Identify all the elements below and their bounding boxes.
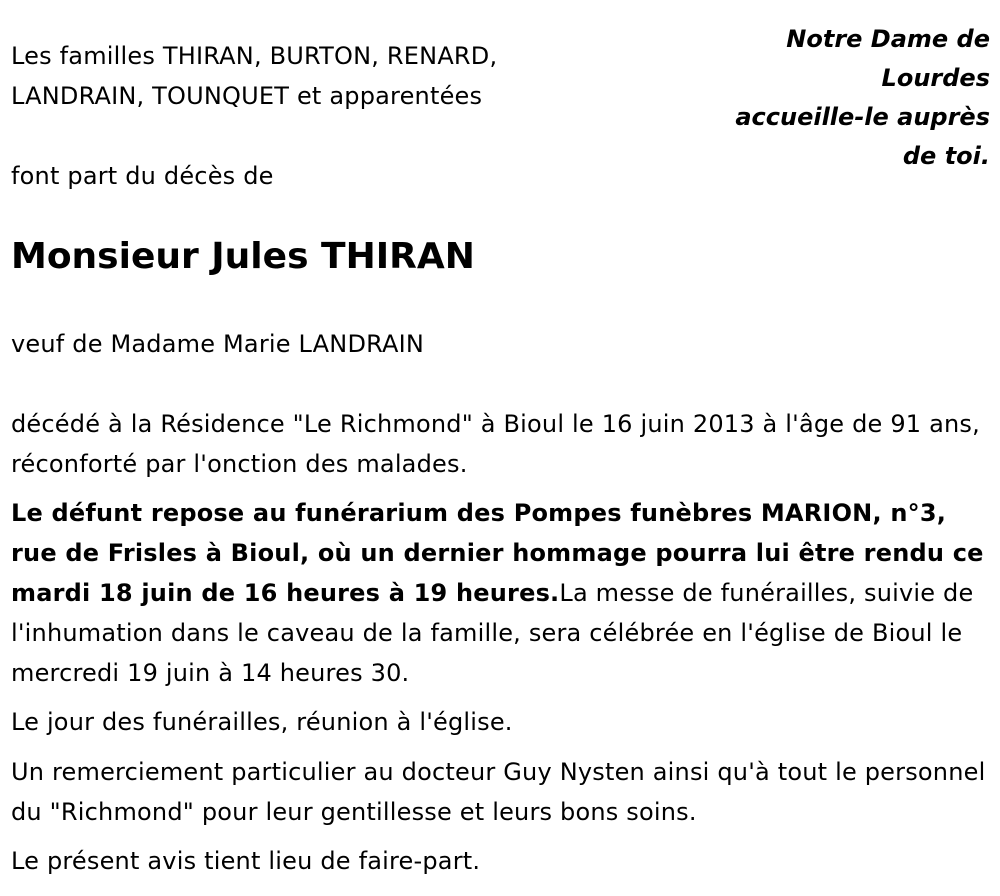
quote-line-1: Notre Dame de <box>786 25 990 53</box>
families-line-1: Les familles THIRAN, BURTON, RENARD, <box>11 42 498 70</box>
prayer-quote <box>730 20 990 176</box>
announcement-text: font part du décès de <box>11 162 274 190</box>
families-line-2: LANDRAIN, TOUNQUET et apparentées <box>11 82 483 110</box>
funeral-details <box>11 493 996 693</box>
notice-text: Le présent avis tient lieu de faire-part. <box>11 847 481 875</box>
mass-details: La messe de funérailles, suivie de l'inhumation dans le caveau de la famille, sera célébrée en l'église de Bioul le mercredi 19 juin à 14 heures 30. <box>11 579 974 687</box>
repose-details: Le défunt repose au funérarium des Pompes funèbres MARION, n°3, rue de Frisles à Bioul, où un dernier hommage pourra lui être rendu ce mardi 18 juin de 16 heures à 19 heures. <box>11 499 984 607</box>
death-details: décédé à la Résidence "Le Richmond" à Bioul le 16 juin 2013 à l'âge de 91 ans, réconforté par l'onction des malades. <box>11 410 980 478</box>
spouse-text: veuf de Madame Marie LANDRAIN <box>11 330 425 358</box>
thanks-text: Un remerciement particulier au docteur Guy Nysten ainsi qu'à tout le personnel du "Richmond" pour leur gentillesse et leurs bons soins. <box>11 758 986 826</box>
quote-line-2: Lourdes <box>881 64 990 92</box>
families-text <box>11 36 497 116</box>
meeting-text: Le jour des funérailles, réunion à l'église. <box>11 708 513 736</box>
quote-line-4: de toi. <box>902 142 990 170</box>
quote-line-3: accueille-le auprès <box>735 103 990 131</box>
deceased-name: Monsieur Jules THIRAN <box>11 236 475 277</box>
